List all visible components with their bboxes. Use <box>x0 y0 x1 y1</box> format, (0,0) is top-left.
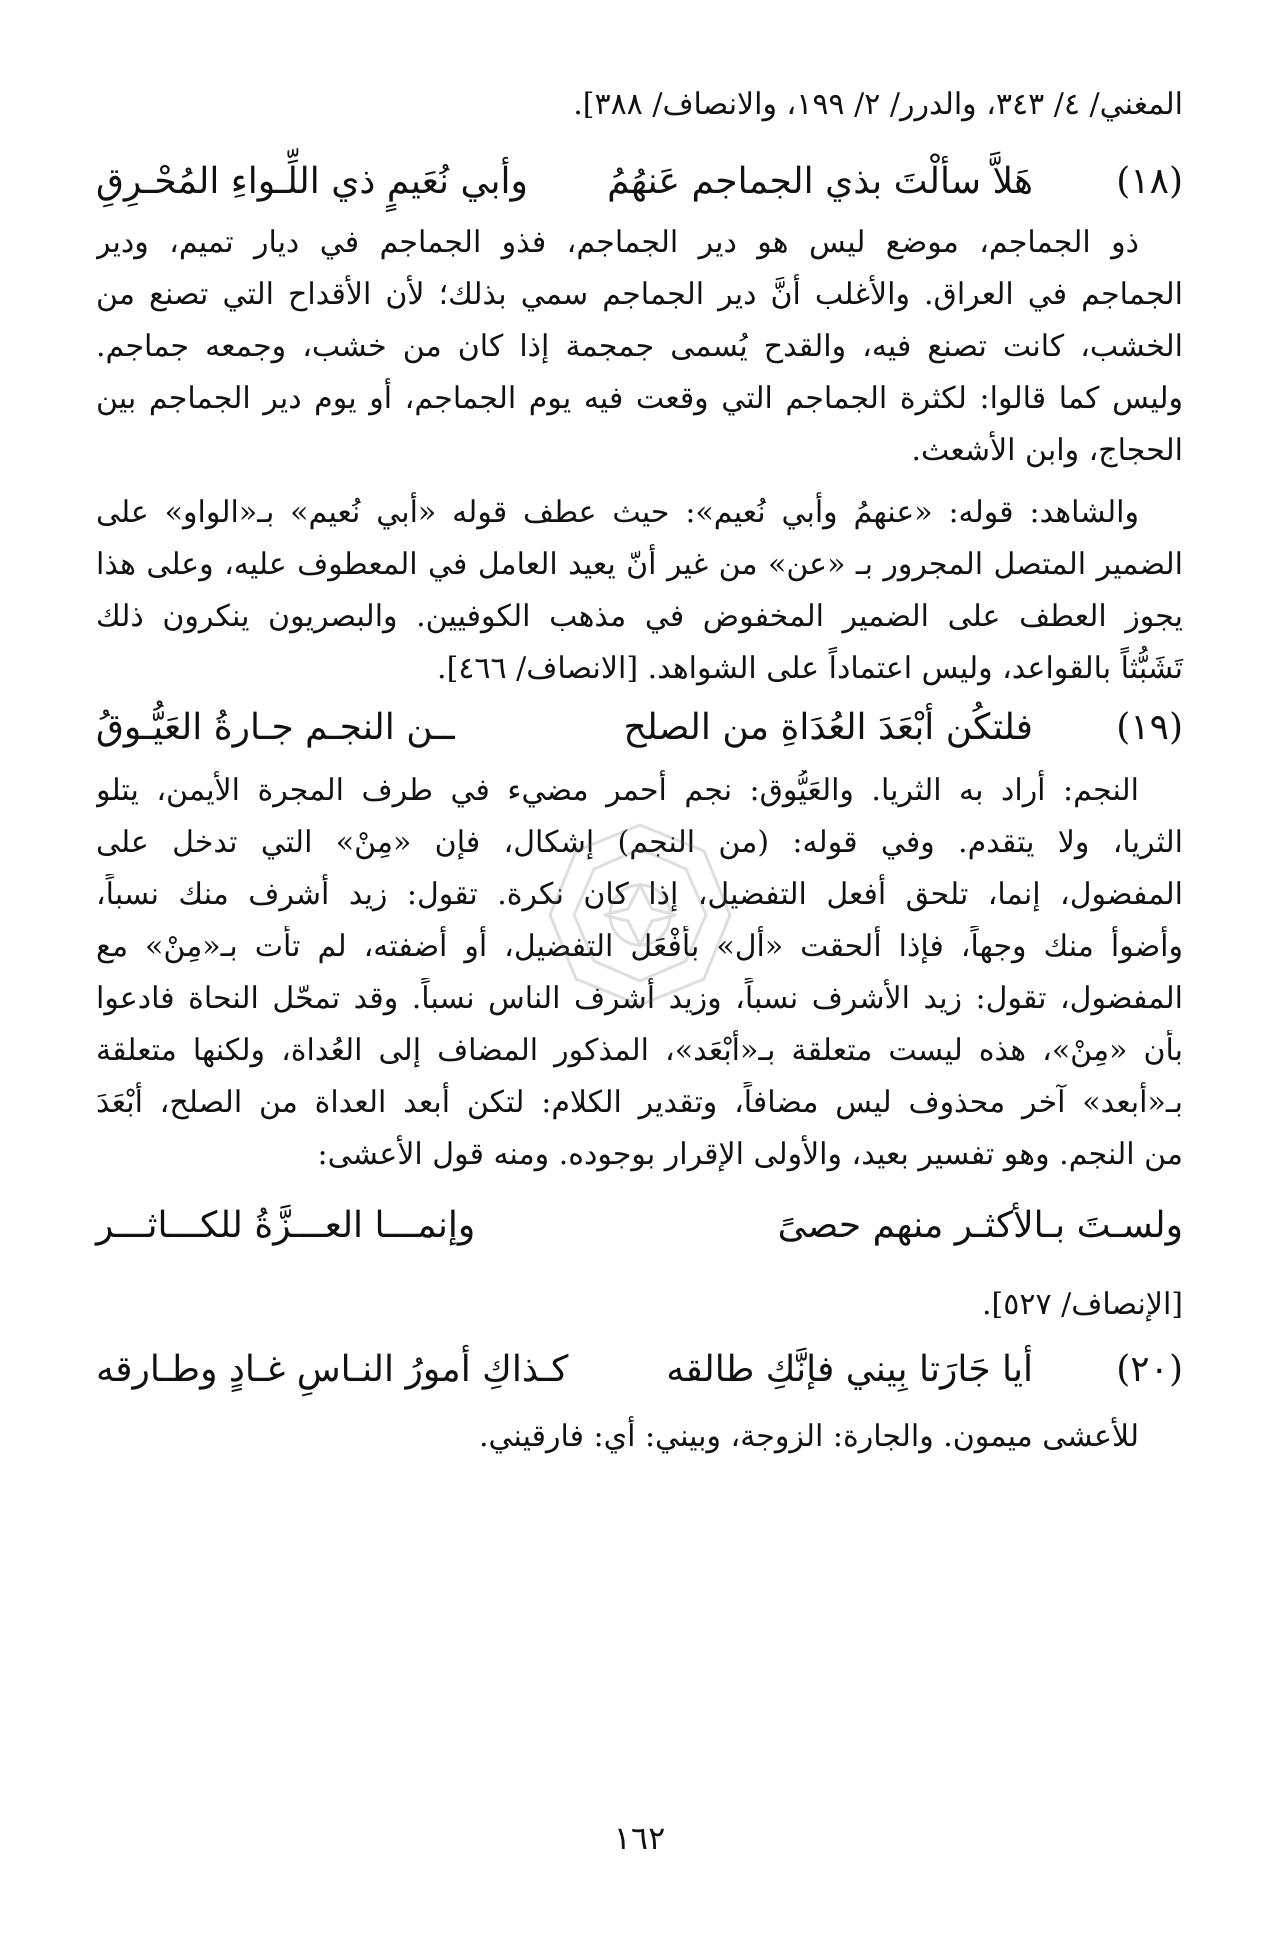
paragraph-line: المفضول، إنما، تلحق أفعل التفضيل، إذا كان نكرة. تقول: زيد أشرف منك نسباً، <box>96 877 1183 912</box>
verse-number: (١٩) <box>1116 707 1183 748</box>
paragraph-line: بـ«أبعد» آخر محذوف ليس مضافاً، وتقدير الكلام: لتكن أبعد العداة من الصلح، أبْعَدَ <box>96 1085 1183 1120</box>
paragraph-line: الثريا، ولا يتقدم. وفي قوله: (من النجم) إشكال، فإن «مِنْ» التي تدخل على <box>96 825 1183 860</box>
reference-line: [الإنصاف/ ٥٢٧]. <box>982 1287 1183 1322</box>
paragraph-line: المفضول، تقول: زيد الأشرف نسباً، وزيد أشرف الناس نسباً. وقد تمحّل النحاة فادعوا <box>96 981 1183 1016</box>
paragraph-line: والشاهد: قوله: «عنهمُ وأبي نُعيم»: حيث عطف قوله «أبي نُعيم» بـ«الواو» على <box>96 495 1139 530</box>
paragraph-line: الضمير المتصل المجرور بـ «عن» من غير أنّ يعيد العامل في المعطوف عليه، وعلى هذا <box>96 547 1183 582</box>
verse-hemistich-second: وأبي نُعَيمٍ ذي اللِّـواءِ المُحْـرِقِ <box>96 161 528 202</box>
reference-line: المغني/ ٤/ ٣٤٣، والدرر/ ٢/ ١٩٩، والانصاف/ ٣٨٨]. <box>573 87 1183 122</box>
verse-hemistich-second: وإنمـــا العـــزَّةُ للكـــاثـــر <box>96 1205 476 1246</box>
verse-20 <box>96 1340 1183 1400</box>
page-number: ١٦٢ <box>613 1819 666 1857</box>
paragraph-line: تَشَبُّثاً بالقواعد، وليس اعتماداً على الشواهد. [الانصاف/ ٤٦٦]. <box>437 651 1183 686</box>
paragraph-line: يجوز العطف على الضمير المخفوض في مذهب الكوفيين. والبصريون ينكرون ذلك <box>96 599 1183 634</box>
paragraph-line: الجماجم في العراق. والأغلب أنَّ دير الجماجم سمي بذلك؛ لأن الأقداح التي تصنع من <box>96 277 1183 312</box>
verse-number: (١٨) <box>1116 161 1183 202</box>
verse-asha <box>96 1196 1183 1256</box>
paragraph-line: الخشب، كانت تصنع فيه، والقدح يُسمى جمجمة إذا كان من خشب، وجمعه جماجم. <box>96 329 1183 364</box>
verse-18 <box>96 152 1183 212</box>
verse-hemistich-first: فلتكُن أبْعَدَ العُدَاةِ من الصلح <box>623 707 1033 748</box>
verse-hemistich-second: ــن النجـم جـارةُ العَيُّـوقُ <box>96 707 455 748</box>
paragraph-line: من النجم. وهو تفسير بعيد، والأولى الإقرار بوجوده. ومنه قول الأعشى: <box>317 1137 1183 1172</box>
verse-19 <box>96 698 1183 758</box>
paragraph-line: بأن «مِنْ»، هذه ليست متعلقة بـ«أبْعَد»، المذكور المضاف إلى العُداة، ولكنها متعلقة <box>96 1033 1183 1068</box>
verse-hemistich-second: كـذاكِ أمورُ النـاسِ غـادٍ وطـارقه <box>96 1349 569 1390</box>
seal-watermark-icon <box>540 815 740 1015</box>
paragraph-line: للأعشى ميمون. والجارة: الزوجة، وبيني: أي: فارقيني. <box>479 1419 1139 1454</box>
paragraph-line: وأضوأ منك وجهاً، فإذا ألحقت «أل» بأفْعَل التفضيل، أو أضفته، لم تأت بـ«مِنْ» مع <box>96 929 1183 964</box>
verse-hemistich-first: ولسـتَ بـالأكثـر منهم حصىً <box>777 1205 1183 1246</box>
paragraph-line: الحجاج، وابن الأشعث. <box>911 433 1183 468</box>
verse-hemistich-first: أيا جَارَتا بِيني فإنَّكِ طالقه <box>666 1349 1033 1390</box>
verse-hemistich-first: هَلاَّ سألْتَ بذي الجماجم عَنهُمُ <box>607 161 1033 202</box>
verse-number: (٢٠) <box>1116 1349 1183 1390</box>
paragraph-line: النجم: أراد به الثريا. والعَيُّوق: نجم أحمر مضيء في طرف المجرة الأيمن، يتلو <box>96 773 1139 808</box>
paragraph-line: وليس كما قالوا: لكثرة الجماجم التي وقعت فيه يوم الجماجم، أو يوم دير الجماجم بين <box>96 381 1183 416</box>
paragraph-line: ذو الجماجم، موضع ليس هو دير الجماجم، فذو الجماجم في ديار تميم، ودير <box>96 225 1139 260</box>
